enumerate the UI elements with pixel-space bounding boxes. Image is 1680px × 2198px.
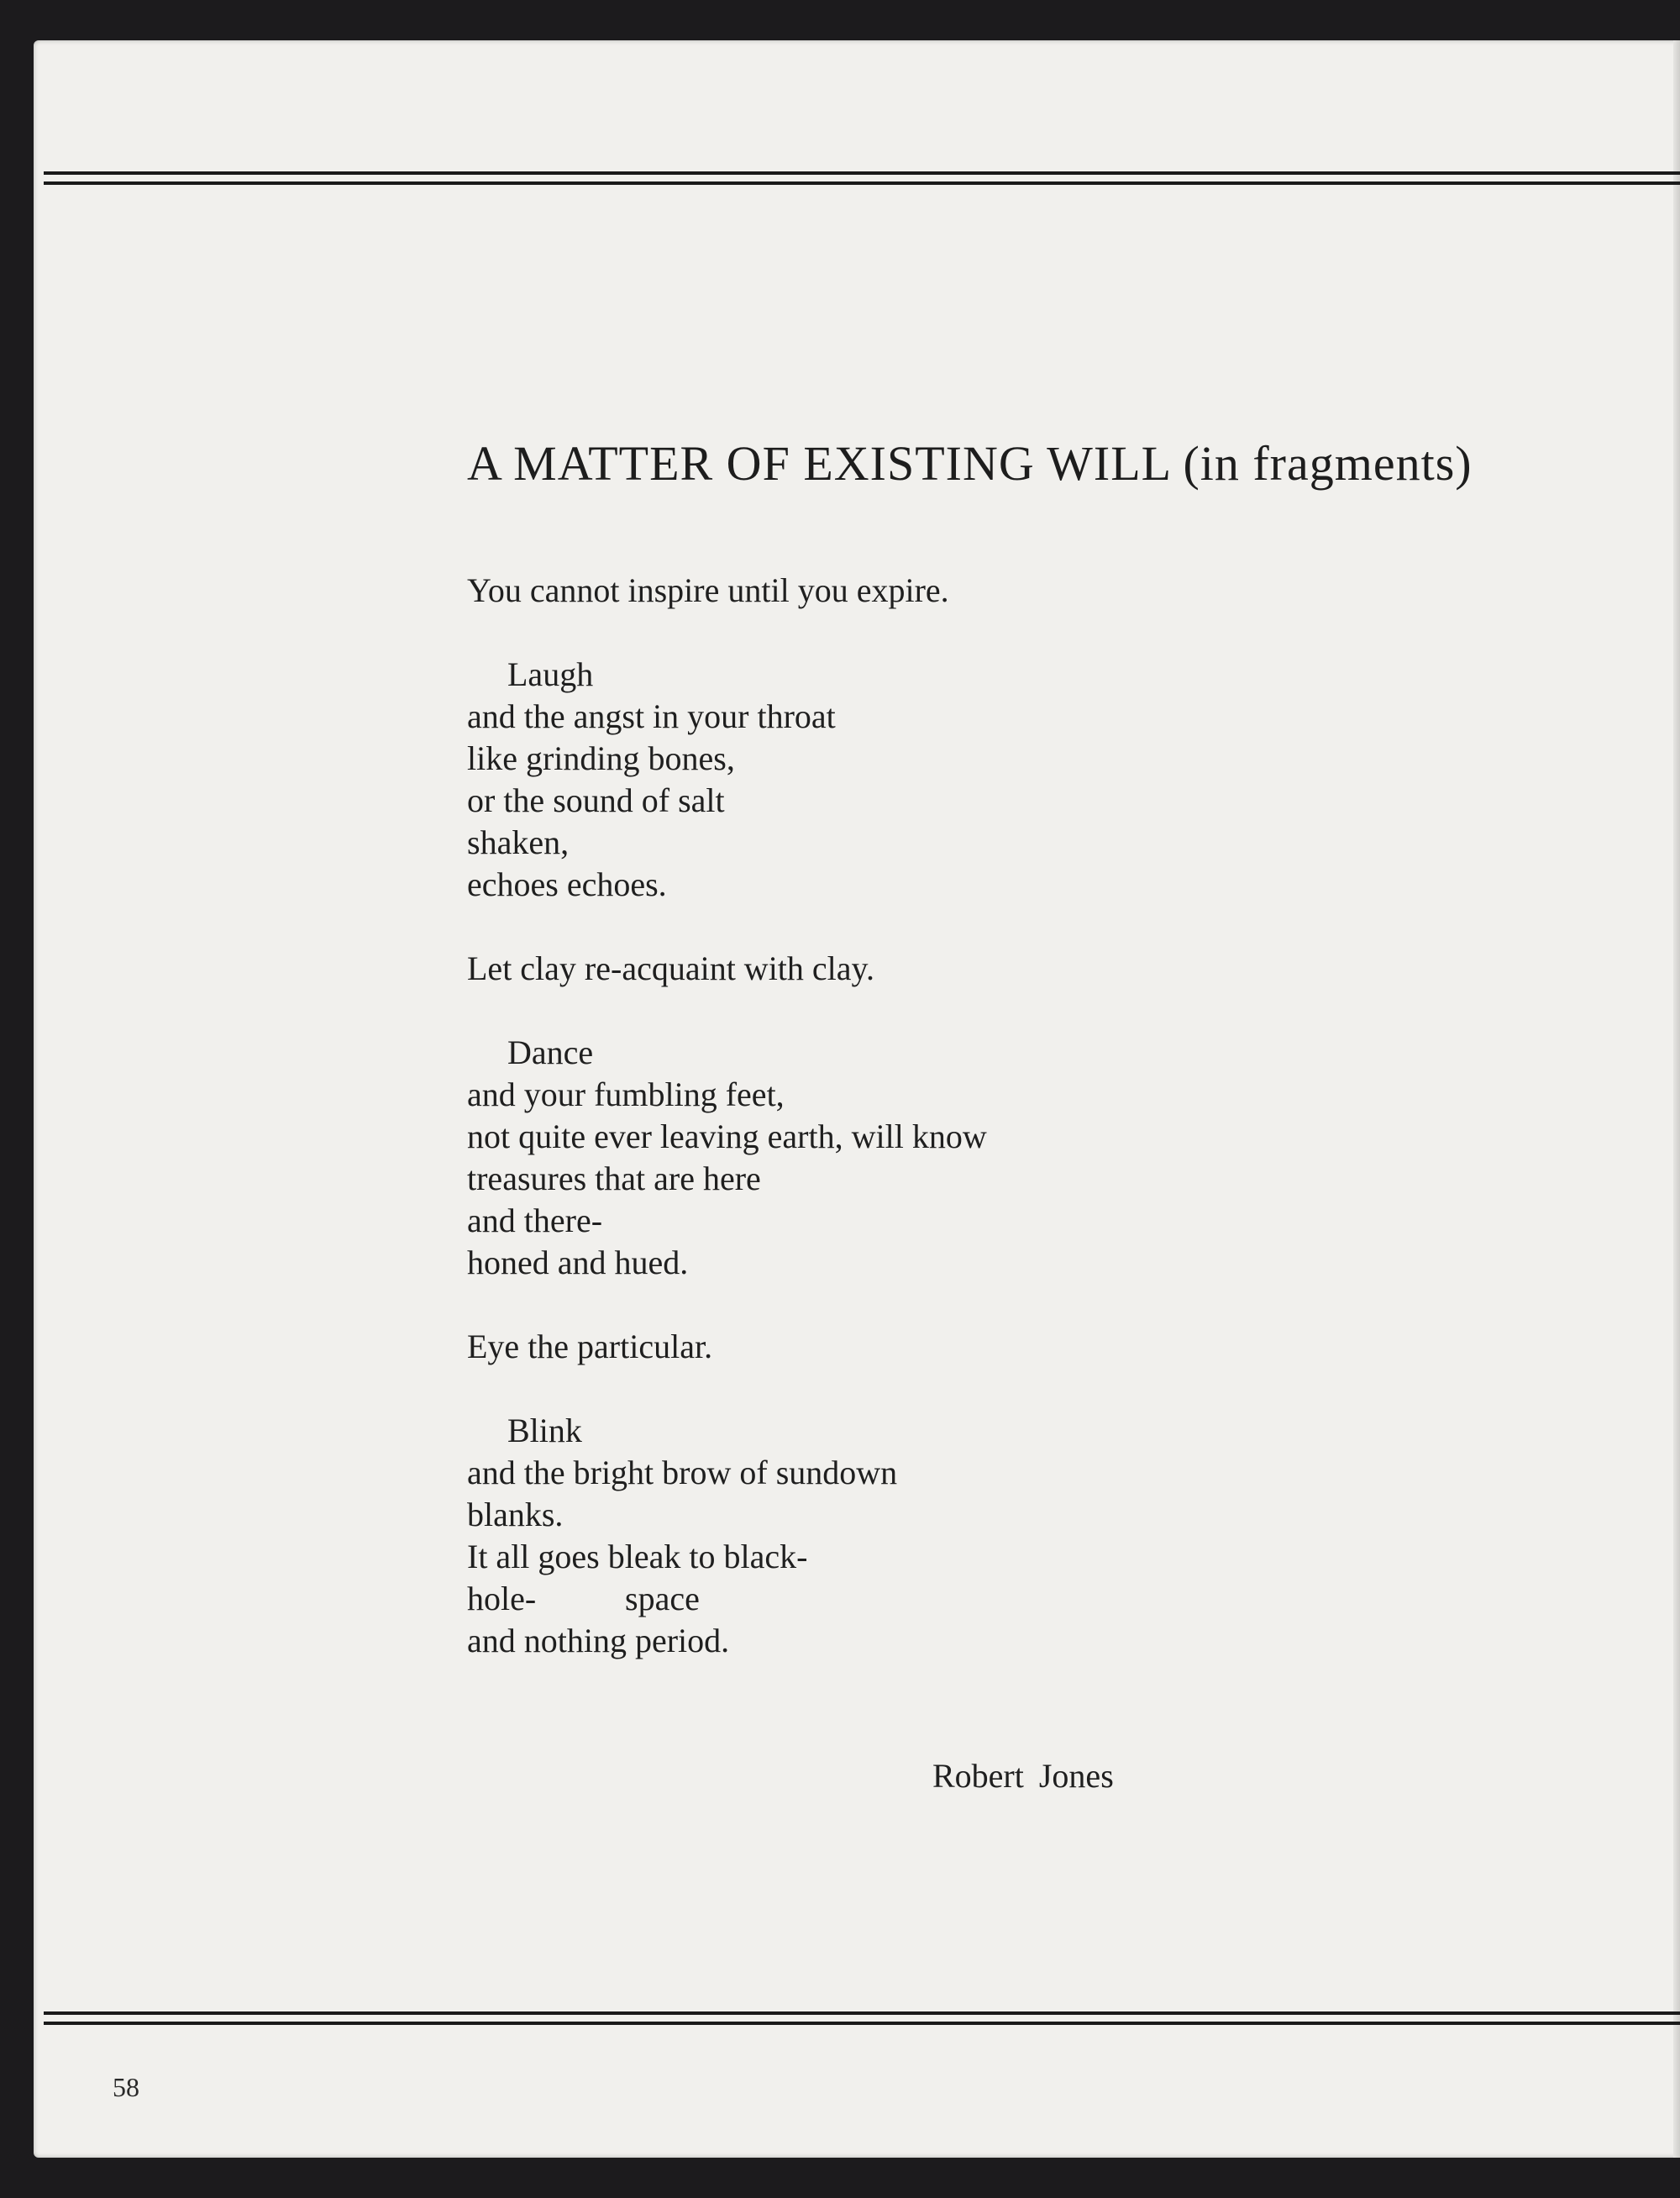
poem-line: or the sound of salt [467,781,725,819]
poem-line: not quite ever leaving earth, will know [467,1117,987,1155]
poem-body [467,570,987,1662]
poem-line: and the bright brow of sundown [467,1454,898,1491]
stanza-break [467,1284,987,1326]
poem-line: and your fumbling feet, [467,1075,785,1113]
poem-fragment: space [625,1580,700,1617]
bottom-rule-outer [44,2011,1680,2015]
poem-line [467,1578,987,1620]
author-name: Robert Jones [932,1757,1114,1795]
poem-line: echoes echoes. [467,865,667,903]
poem-fragment: hole- [467,1580,537,1617]
stanza-break [467,612,987,654]
poem-title: A MATTER OF EXISTING WILL (in fragments) [467,436,1473,491]
poem-line: It all goes bleak to black- [467,1538,808,1575]
poem-line: honed and hued. [467,1244,689,1281]
poem-line: like grinding bones, [467,739,735,777]
poem-line: treasures that are here [467,1159,761,1197]
stanza-break [467,990,987,1032]
poem-line: shaken, [467,823,570,861]
poem-line: and nothing period. [467,1622,730,1659]
poem-line: Eye the particular. [467,1328,713,1365]
poem-line: Dance [507,1033,594,1071]
poem-line: You cannot inspire until you expire. [467,571,949,609]
poem-line: and there- [467,1202,603,1239]
bottom-rule-inner [44,2022,1680,2025]
poem-line: Laugh [507,655,594,693]
poem-line: Let clay re-acquaint with clay. [467,949,874,987]
top-rule-outer [44,171,1680,175]
poem-line: Blink [507,1412,582,1449]
page-number: 58 [113,2072,139,2102]
top-rule-inner [44,181,1680,185]
poem-line: blanks. [467,1496,564,1533]
stanza-break [467,1368,987,1410]
poem-line: and the angst in your throat [467,697,836,735]
stanza-break [467,906,987,948]
page-edge [1673,40,1680,2158]
